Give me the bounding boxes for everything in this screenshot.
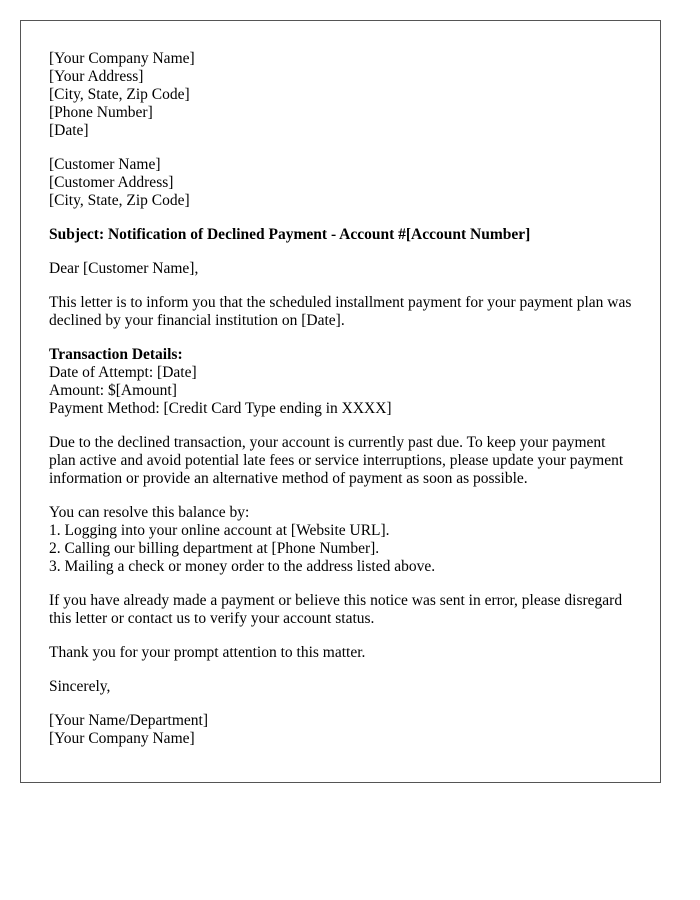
- signature-company: [Your Company Name]: [49, 730, 195, 747]
- sender-block: [49, 50, 632, 140]
- intro-paragraph: This letter is to inform you that the scheduled installment payment for your payment plan was declined by your financial institution on [Date].: [49, 294, 632, 329]
- resolve-option-mail: 3. Mailing a check or money order to the address listed above.: [49, 558, 436, 575]
- recipient-address: [Customer Address]: [49, 174, 174, 191]
- sender-company: [Your Company Name]: [49, 50, 195, 67]
- sender-address: [Your Address]: [49, 68, 144, 85]
- transaction-amount-line: Amount: $[Amount]: [49, 382, 177, 399]
- transaction-date-line: Date of Attempt: [Date]: [49, 364, 197, 381]
- sender-phone: [Phone Number]: [49, 104, 153, 121]
- resolve-options: [49, 504, 632, 576]
- recipient-city-state-zip: [City, State, Zip Code]: [49, 192, 190, 209]
- transaction-details: [49, 346, 632, 418]
- thanks-paragraph: Thank you for your prompt attention to this matter.: [49, 644, 366, 661]
- recipient-block: [49, 156, 632, 210]
- past-due-paragraph: Due to the declined transaction, your account is currently past due. To keep your payment plan active and avoid potential late fees or service interruptions, please update your payment information or provide an alternative method of payment as soon as possible.: [49, 434, 624, 487]
- resolve-option-phone: 2. Calling our billing department at [Phone Number].: [49, 540, 380, 557]
- salutation: Dear [Customer Name],: [49, 260, 199, 277]
- resolve-intro: You can resolve this balance by:: [49, 504, 250, 521]
- resolve-option-online: 1. Logging into your online account at [Website URL].: [49, 522, 390, 539]
- sender-city-state-zip: [City, State, Zip Code]: [49, 86, 190, 103]
- closing: Sincerely,: [49, 678, 111, 695]
- signature-block: [49, 712, 632, 748]
- transaction-method-line: Payment Method: [Credit Card Type ending in XXXX]: [49, 400, 392, 417]
- disregard-paragraph: If you have already made a payment or believe this notice was sent in error, please disregard this letter or contact us to verify your account status.: [49, 592, 623, 627]
- transaction-heading: Transaction Details:: [49, 346, 183, 363]
- letter-document: [20, 20, 661, 783]
- subject-line: Subject: Notification of Declined Payment - Account #[Account Number]: [49, 226, 531, 243]
- signature-name: [Your Name/Department]: [49, 712, 208, 729]
- letter-date: [Date]: [49, 122, 89, 139]
- recipient-name: [Customer Name]: [49, 156, 161, 173]
